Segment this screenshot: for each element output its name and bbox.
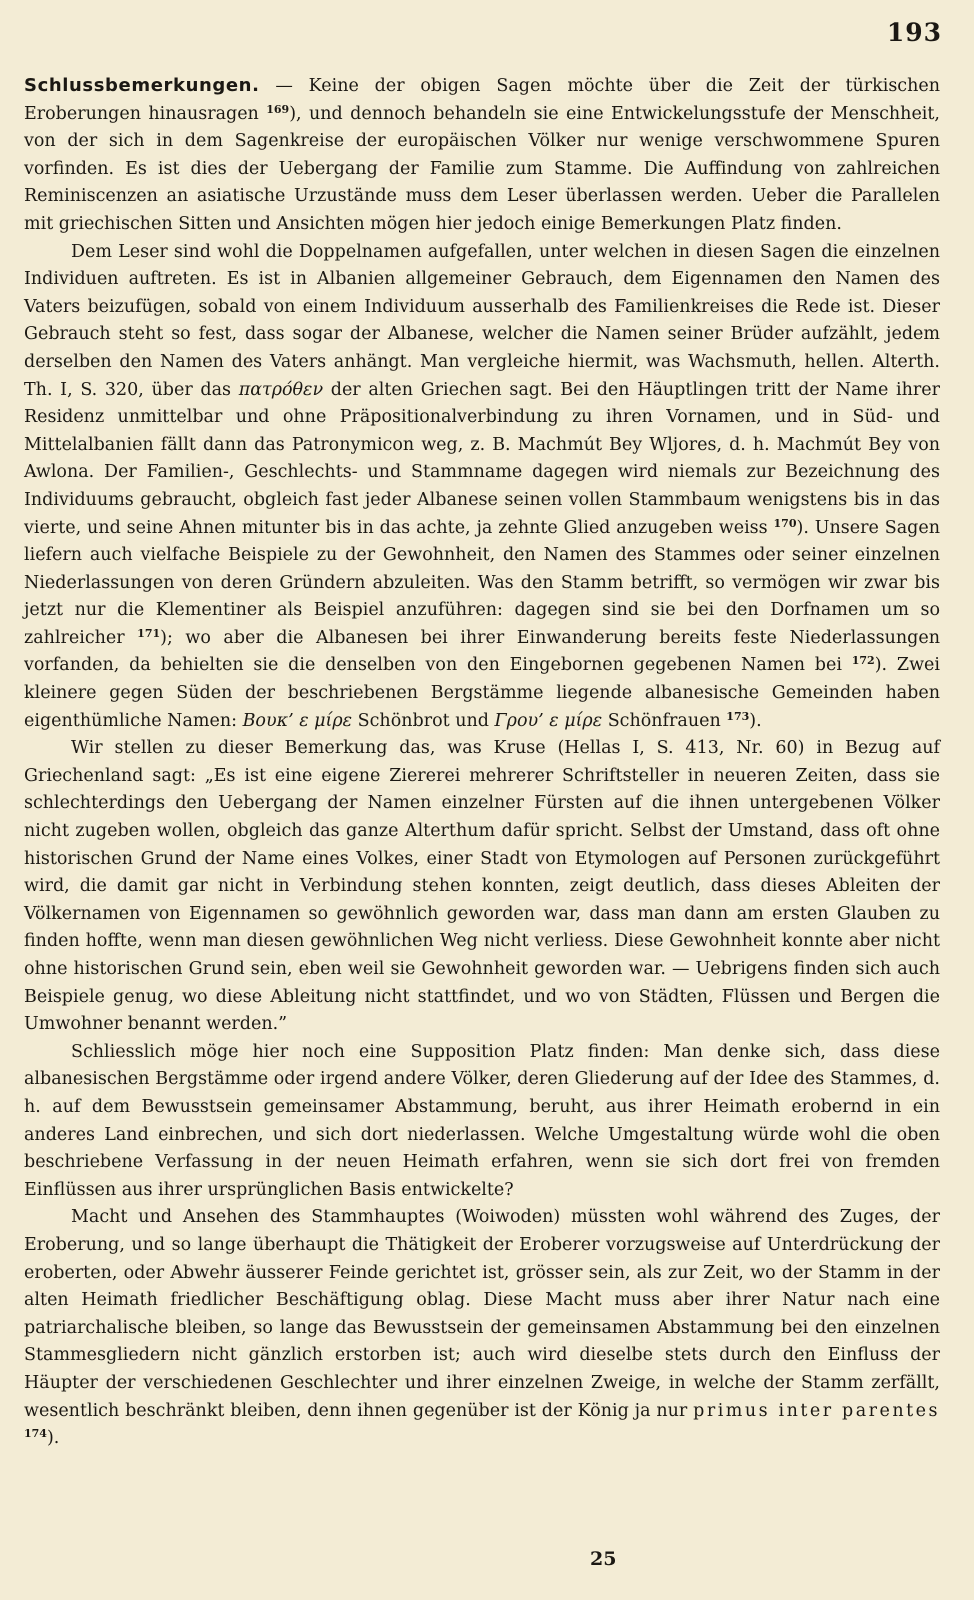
footnote-ref: 173 <box>726 709 750 723</box>
text-run: Schliesslich möge hier noch eine Supposition Platz finden: Man denke sich, dass diese albanesischen Bergstämme oder irgend andere Völker, deren Gliederung auf der Idee des Stammes, d. h. auf dem Bewusstsein gemeinsamer Abstammung, beruht, aus ihrer Heimath erobernd in ein anderes Land einbrechen, und sich dort niederlassen. Welche Umgestaltung würde wohl die oben beschriebene Verfassung in der neuen Heimath erfahren, wenn sie sich dort frei von fremden Einflüssen aus ihrer ursprünglichen Basis entwickelte? <box>24 1041 940 1200</box>
text-run: Macht und Ansehen des Stammhauptes (Woiwoden) müssten wohl während des Zuges, der Eroberung, und so lange überhaupt die Thätigkeit der Eroberer vorzugsweise auf Unterdrückung der eroberten, oder Abwehr äusserer Feinde gerichtet ist, grösser sein, als zur Zeit, wo der Stamm in der alten Heimath friedlicher Beschäftigung oblag. Diese Macht muss aber ihrer Natur nach eine patriarchalische bleiben, so lange das Bewusstsein der gemeinsamen Abstammung bei den einzelnen Stammesgliedern nicht gänzlich erstorben ist; auch wird dieselbe stets durch den Einfluss der Häupter der verschiedenen Geschlechter und ihrer einzelnen Zweige, in welche der Stamm zerfällt, wesentlich beschränkt bleiben, denn ihnen gegenüber ist der König ja nur <box>24 1207 940 1421</box>
text-run: — Keine der obigen Sagen möchte über die Zeit der türkischen Eroberungen hinausragen <box>24 76 940 124</box>
text-run: Wir stellen zu dieser Bemerkung das, was Kruse (Hellas I, S. 413, Nr. 60) in Bezug auf Griechenland sagt: „Es ist eine eigene Ziererei mehrerer Schriftsteller in neueren Zeiten, dass sie schlechterdings den Uebergang der Namen einzelner Fürsten auf die ihnen untergebenen Völker nicht zugeben wollen, obgleich das ganze Alterthum dafür spricht. Selbst der Umstand, dass oft ohne historischen Grund der Name eines Volkes, einer Stadt von Etymologen auf Personen zurückgeführt wird, die damit gar nicht in Verbindung stehen konnten, zeigt deutlich, dass dieses Ableiten der Völkernamen von Eigennamen so gewöhnlich geworden war, dass man dann am ersten Glauben zu finden hoffte, wenn man diesen gewöhnlichen Weg nicht verliess. Diese Gewohnheit konnte aber nicht ohne historischen Grund sein, eben weil sie Gewohnheit geworden war. — Uebrigens finden sich auch Beispiele genug, wo diese Ableitung nicht stattfindet, und wo von Städten, Flüssen und Bergen die Umwohner benannt werden.” <box>24 738 940 1035</box>
text-run: ); wo aber die Albanesen bei ihrer Einwanderung bereits feste Niederlassungen vorfanden, da behielten sie die denselben von den Eingebornen gegebenen Namen bei <box>24 627 940 676</box>
spaced-phrase: primus inter parentes <box>693 1400 940 1421</box>
text-run: der alten Griechen sagt. Bei den Häuptlingen tritt der Name ihrer Residenz unmittelbar und ohne Präpositionalverbindung zu ihren Vornamen, und in Süd- und Mittelalbanien fällt dann das Patronymicon weg, z. B. Machmút Bey Wljores, d. h. Machmút Bey von Awlona. Der Familien-, Geschlechts- und Stammname dagegen wird niemals zur Bezeichnung des Individuums gebraucht, obgleich fast jeder Albanese seinen vollen Stammbaum wenigstens bis in das vierte, und seine Ahnen mitunter bis in das achte, ja zehnte Glied anzugeben weiss <box>24 379 940 538</box>
footnote-ref: 170 <box>773 516 797 530</box>
page-number: 193 <box>886 18 942 47</box>
section-title: Schlussbemerkungen. <box>24 75 260 96</box>
footnote-ref: 174 <box>24 1427 47 1441</box>
text-run: Dem Leser sind wohl die Doppelnamen aufgefallen, unter welchen in diesen Sagen die einzelnen Individuen auftreten. Es ist in Albanien allgemeiner Gebrauch, dem Eigennamen den Namen des Vaters beizufügen, sobald von einem Individuum ausserhalb des Familienkreises die Rede ist. Dieser Gebrauch steht so fest, dass sogar der Albanese, welcher die Namen seiner Brüder aufzählt, jedem derselben den Namen des Vaters anhängt. Man vergleiche hiermit, was Wachsmuth, hellen. Alterth. Th. I, S. 320, über das <box>24 241 940 400</box>
footnote-ref: 169 <box>266 102 290 116</box>
paragraph-2 <box>24 239 940 736</box>
paragraph-4 <box>24 1039 940 1205</box>
greek-word: Βουκ’ ε μίρε <box>242 710 353 731</box>
text-run: Schönfrauen <box>602 710 727 731</box>
text-run: ). Unsere Sagen liefern auch vielfache Beispiele zu der Gewohnheit, den Namen des Stammes oder seiner einzelnen Niederlassungen von deren Gründern abzuleiten. Was den Stamm betrifft, so vermögen wir zwar bis jetzt nur die Klementiner als Beispiel anzuführen: dagegen sind sie bei den Dorfnamen um so zahlreicher <box>24 517 940 648</box>
paragraph-5 <box>24 1204 940 1452</box>
paragraph-3 <box>24 735 940 1039</box>
text-run: ), und dennoch behandeln sie eine Entwickelungsstufe der Menschheit, von der sich in dem Sagenkreise der europäischen Völker nur wenige verschwommene Spuren vorfinden. Es ist dies der Uebergang der Familie zum Stamme. Die Auffindung von zahlreichen Reminiscenzen an asiatische Urzustände muss dem Leser überlassen werden. Ueber die Parallelen mit griechischen Sitten und Ansichten mögen hier jedoch einige Bemerkungen Platz finden. <box>24 103 940 234</box>
greek-word: Γρου’ ε μίρε <box>494 710 603 731</box>
text-run: ). <box>749 710 762 731</box>
footnote-ref: 172 <box>851 654 875 668</box>
greek-word: πατρόθεν <box>238 379 324 400</box>
signature-mark: 25 <box>590 1548 617 1570</box>
paragraph-1 <box>24 72 940 239</box>
footnote-ref: 171 <box>137 626 161 640</box>
text-run: ). <box>46 1428 60 1449</box>
text-run: Schönbrot und <box>352 710 495 731</box>
text-run: ). Zwei kleinere gegen Süden der beschriebenen Bergstämme liegende albanesische Gemeinden haben eigenthümliche Namen: <box>24 655 941 731</box>
